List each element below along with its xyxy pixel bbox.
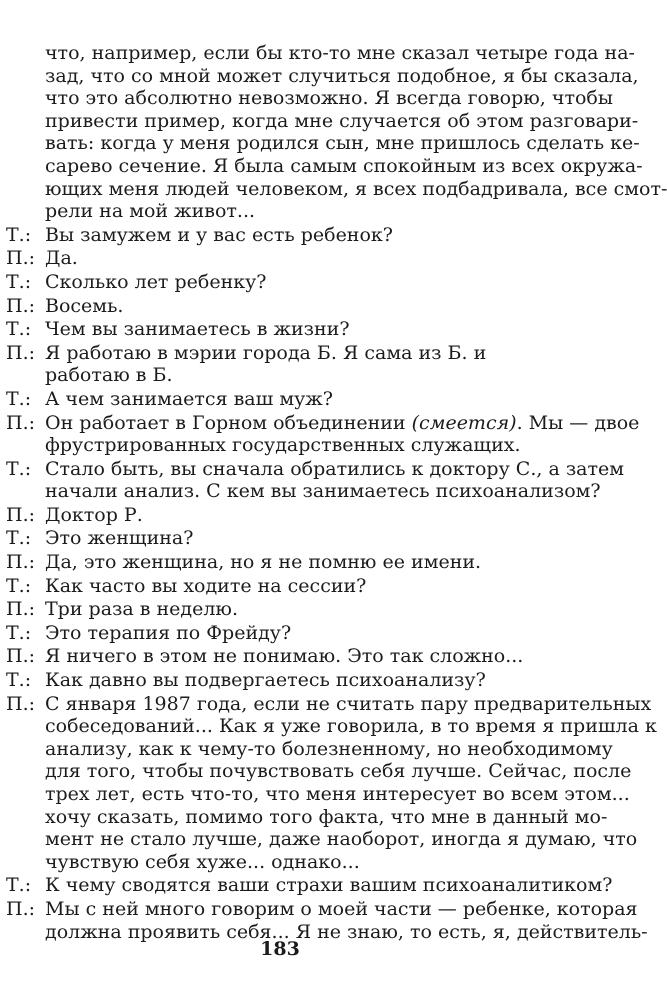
speaker-label: Т.: [6,457,32,480]
dialogue-turn [0,342,560,387]
page-number: 183 [260,938,300,960]
turn-line: Это женщина? [45,527,194,550]
turn-line: мент не стало лучше, даже наоборот, иногда я думаю, что [45,828,638,851]
speaker-label: П.: [6,294,36,317]
speaker-label: П.: [6,551,36,574]
dialogue-turn [0,575,560,598]
turn-line: собеседований... Как я уже говорила, в то время я пришла к [45,715,657,738]
turn-line: Стало быть, вы сначала обратились к доктору С., а затем [45,457,625,480]
text-line: зад, что со мной может случиться подобное, я бы сказала, [45,64,639,87]
turn-line: фрустрированных государственных служащих. [45,434,521,457]
page-text [0,42,667,944]
speaker-label: Т.: [6,318,32,341]
speaker-label: Т.: [6,621,32,644]
speaker-label: П.: [6,692,36,715]
turn-line: Как часто вы ходите на сессии? [45,574,367,597]
speaker-label: П.: [6,411,36,434]
turn-line: Доктор Р. [45,503,143,526]
dialogue-turn [0,388,560,411]
speaker-label: Т.: [6,270,32,293]
dialogue-turn [0,318,560,341]
turn-line: Да, это женщина, но я не помню ее имени. [45,551,482,574]
turn-line: анализу, как к чему-то болезненному, но необходимому [45,737,613,760]
speaker-label: Т.: [6,223,32,246]
text-line: что это абсолютно невозможно. Я всегда говорю, чтобы [45,87,613,110]
dialogue-turn [0,669,560,692]
turn-line: А чем занимается ваш муж? [45,387,333,410]
dialogue-turn [0,874,613,897]
speaker-label: П.: [6,645,36,668]
dialogue-turn [0,692,657,874]
turn-line: хочу сказать, помимо того факта, что мне в данный мо- [45,805,608,828]
turn-line: начали анализ. С кем вы занимаетесь психоанализом? [45,480,601,503]
dialogue-turn [0,411,640,457]
turn-line: Я работаю в мэрии города Б. Я сама из Б. и [45,341,487,364]
text-line: вать: когда у меня родился сын, мне пришлось сделать ке- [45,132,640,155]
dialogue-turn [0,897,648,943]
dialogue-turn [0,504,560,527]
turn-line: Чем вы занимаетесь в жизни? [45,318,350,341]
text-line: рели на мой живот... [45,200,256,223]
turn-text: . Мы — двое [516,411,640,434]
turn-line [45,411,640,435]
turn-line: для того, чтобы почувствовать себя лучше. Сейчас, после [45,760,632,783]
speaker-label: Т.: [6,527,32,550]
speaker-label: Т.: [6,387,32,410]
dialogue-turn [0,457,625,503]
speaker-label: Т.: [6,574,32,597]
text-line: привести пример, когда мне случается об этом разговари- [45,109,639,132]
dialogue-turn [0,645,560,668]
turn-line: чувствую себя хуже... однако... [45,850,360,873]
dialogue-turn [0,527,560,550]
dialogue-turn [0,224,560,247]
speaker-label: П.: [6,598,36,621]
dialogue-turn [0,247,560,270]
turn-line: Три раза в неделю. [45,598,238,621]
turn-line: С января 1987 года, если не считать пару предварительных [45,692,652,715]
turn-line: Вы замужем и у вас есть ребенок? [45,223,393,246]
dialogue-turn [0,551,560,574]
speaker-label: П.: [6,503,36,526]
turn-line: Восемь. [45,294,124,317]
speaker-label: Т.: [6,669,32,692]
speaker-label: П.: [6,247,36,270]
speaker-label: П.: [6,897,36,920]
dialogue-turn [0,295,560,318]
text-line: что, например, если бы кто-то мне сказал четыре года на- [45,42,635,64]
turn-line: Это терапия по Фрейду? [45,621,292,644]
dialogue-turn [0,598,560,621]
text-line: ющих меня людей человеком, я всех подбадривала, все смот- [45,177,667,200]
speaker-label: П.: [6,341,36,364]
dialogue-turn [0,622,560,645]
turn-line: Да. [45,247,78,270]
turn-line: работаю в Б. [45,364,173,387]
turn-line: трех лет, есть что-то, что меня интересует во всем этом... [45,783,630,805]
turn-line: Я ничего в этом не понимаю. Это так сложно... [45,645,524,668]
turn-line: Сколько лет ребенку? [45,270,267,293]
dialogue-turn [0,271,560,294]
turn-line: Как давно вы подвергаетесь психоанализу? [45,669,486,692]
turn-line: Мы с ней много говорим о моей части — ребенке, которая [45,897,638,920]
speaker-label: Т.: [6,874,32,897]
turn-line: К чему сводятся ваши страхи вашим психоаналитиком? [45,874,613,897]
text-line: сарево сечение. Я была самым спокойным из всех окружа- [45,154,643,177]
stage-direction: (смеется) [411,411,517,434]
continuation-paragraph [0,42,667,223]
turn-line: должна проявить себя... Я не знаю, то есть, я, действитель- [45,920,648,943]
turn-text: Он работает в Горном объединении [45,411,412,434]
